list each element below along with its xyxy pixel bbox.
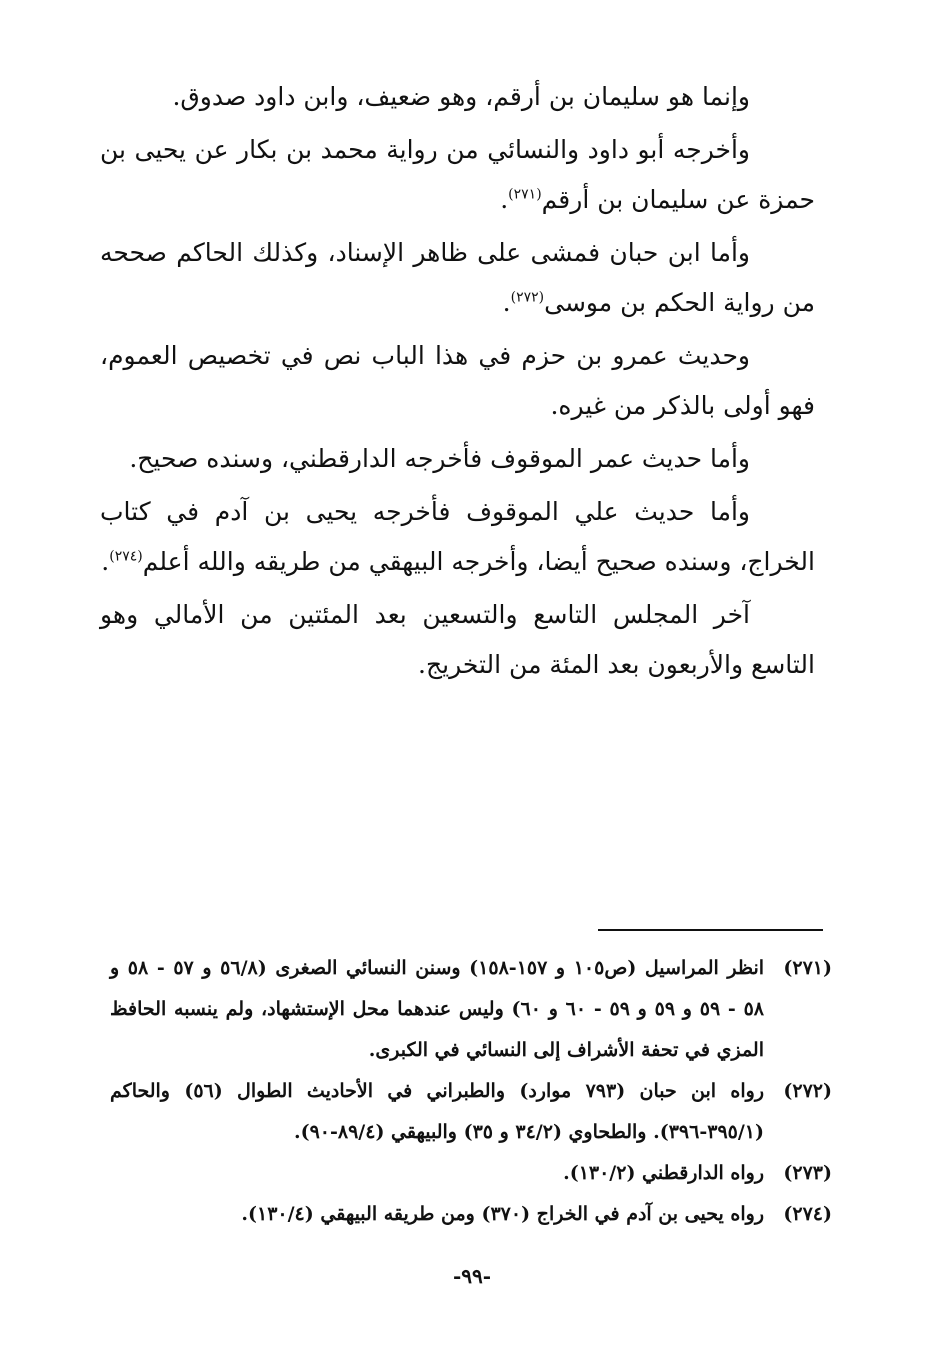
main-text — [100, 72, 815, 690]
paragraph — [100, 590, 815, 690]
footnote-text: رواه يحيى بن آدم في الخراج (٣٧٠) ومن طريقه البيهقي (١٣٠/٤). — [241, 1203, 764, 1225]
paragraph-text: وأخرجه أبو داود والنسائي من رواية محمد بن بكار عن يحيى بن حمزة عن سليمان بن أرقم — [100, 135, 815, 214]
footnote — [110, 1071, 832, 1153]
footnote-number: (٢٧٤) — [783, 1203, 832, 1225]
footnote-text: رواه الدارقطني (١٣٠/٢). — [563, 1162, 764, 1184]
paragraph-text: وأما حديث علي الموقوف فأخرجه يحيى بن آدم في كتاب الخراج، وسنده صحيح أيضا، وأخرجه البيهقي من طريقه والله أعلم — [100, 497, 815, 576]
paragraph — [100, 434, 815, 484]
paragraph — [100, 72, 815, 122]
paragraph-tail: . — [502, 288, 511, 317]
footnote-separator — [598, 929, 823, 931]
footnote — [110, 948, 832, 1071]
footnote-reference[interactable]: (٢٧٤) — [109, 548, 143, 565]
footnote-number: (٢٧٢) — [783, 1080, 832, 1102]
footnotes — [110, 948, 832, 1235]
footnote-reference[interactable]: (٢٧١) — [508, 186, 542, 203]
footnote-number: (٢٧٣) — [783, 1162, 832, 1184]
paragraph-tail: . — [101, 547, 110, 576]
paragraph — [100, 331, 815, 431]
paragraph — [100, 228, 815, 328]
footnote-text: انظر المراسيل (ص١٠٥ و ١٥٧-١٥٨) وسنن النسائي الصغرى (٥٦/٨ و ٥٧ - ٥٨ و ٥٨ - ٥٩ و ٥٩ و ٥٩ - ٦٠ و ٦٠) وليس عندهما محل الإستشهاد، ولم ينسبه الحافظ المزي في تحفة الأشراف إلى النسائي في الكبرى. — [110, 957, 765, 1061]
paragraph-tail: . — [500, 185, 509, 214]
paragraph-text: وإنما هو سليمان بن أرقم، وهو ضعيف، وابن داود صدوق. — [172, 82, 750, 111]
page-number: -٩٩- — [452, 1264, 492, 1288]
footnote — [110, 1194, 832, 1235]
paragraph — [100, 125, 815, 225]
footnote-number: (٢٧١) — [783, 957, 832, 979]
paragraph — [100, 487, 815, 587]
footnote-text: رواه ابن حبان (٧٩٣ موارد) والطبراني في الأحاديث الطوال (٥٦) والحاكم (٣٩٥/١-٣٩٦). والطحاوي (٣٤/٢ و ٣٥) والبيهقي (٨٩/٤-٩٠). — [110, 1080, 764, 1143]
footnote — [110, 1153, 832, 1194]
footnote-reference[interactable]: (٢٧٢) — [510, 289, 545, 306]
paragraph-text: وحديث عمرو بن حزم في هذا الباب نص في تخصيص العموم، فهو أولى بالذكر من غيره. — [100, 341, 815, 420]
paragraph-text: وأما ابن حبان فمشى على ظاهر الإسناد، وكذلك الحاكم صححه من رواية الحكم بن موسى — [100, 238, 815, 317]
paragraph-text: وأما حديث عمر الموقوف فأخرجه الدارقطني، وسنده صحيح. — [129, 444, 750, 473]
paragraph-text: آخر المجلس التاسع والتسعين بعد المئتين من الأمالي وهو التاسع والأربعون بعد المئة من التخريج. — [100, 600, 815, 679]
